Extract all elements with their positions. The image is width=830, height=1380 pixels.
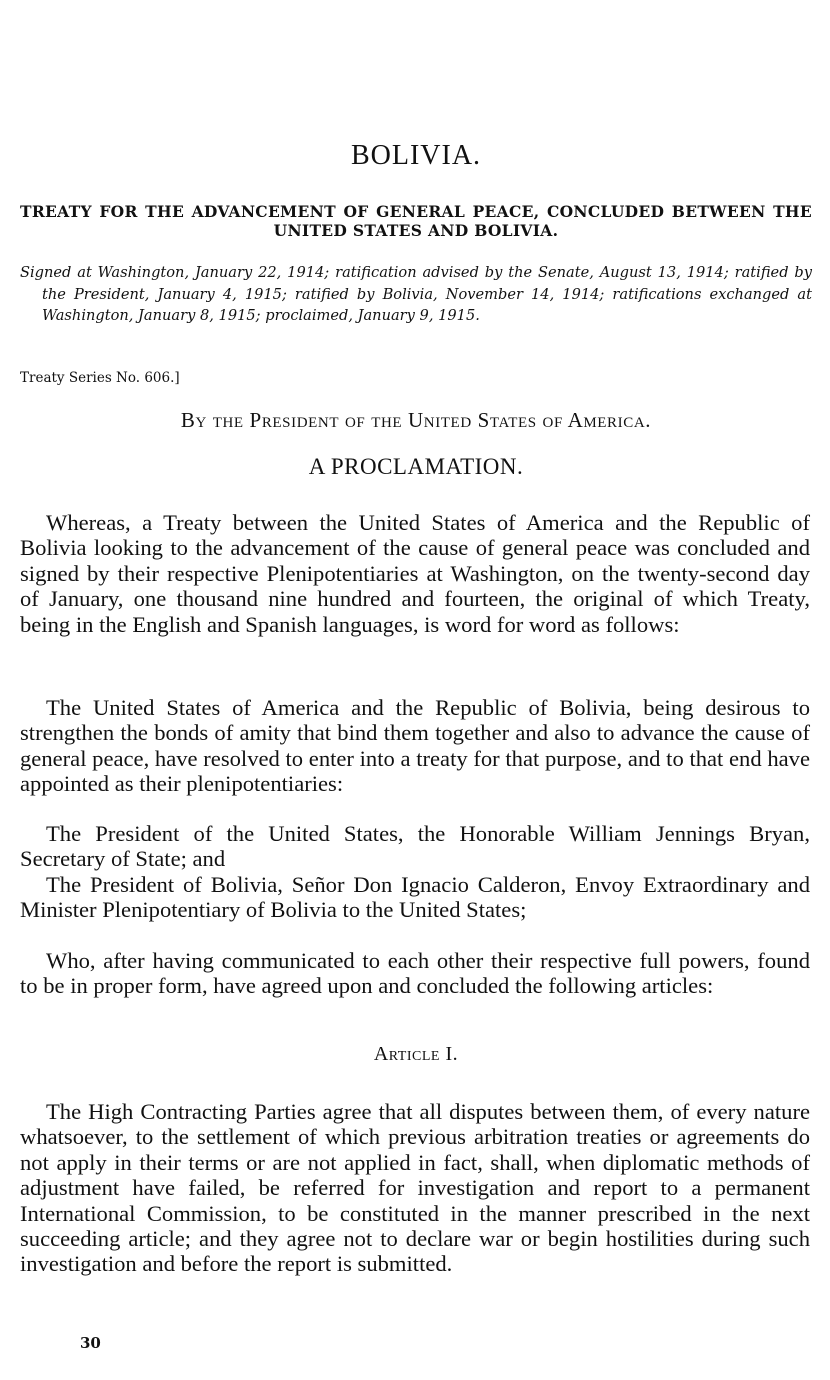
- president-line: By the President of the United States of America.: [180, 408, 652, 432]
- powers-paragraph: Who, after having communicated to each other their respective full powers, found to be in proper form, have agreed upon and concluded the following articles:: [20, 948, 810, 999]
- article-heading: Article I.: [373, 1043, 459, 1065]
- page-title: BOLIVIA.: [350, 140, 482, 171]
- article-paragraph: The High Contracting Parties agree that all disputes between them, of every nature whatsoever, to the settlement of which previous arbitration treaties or agreements do not apply in their terms or are not applied in fact, shall, when diplomatic methods of adjustment have failed, be referred for investigation and report to a permanent International Commission, to be constituted in the manner prescribed in the next succeeding article; and they agree not to declare war or begin hostilities during such investigation and before the report is submitted.: [20, 1099, 810, 1277]
- page-number: 30: [80, 1334, 101, 1352]
- treaty-series-number: Treaty Series No. 606.]: [20, 370, 180, 386]
- treaty-heading: TREATY FOR THE ADVANCEMENT OF GENERAL PEACE, CONCLUDED BETWEEN THE UNITED STATES AND BOLIVIA.: [20, 202, 812, 240]
- proclamation-heading: A PROCLAMATION.: [308, 454, 524, 479]
- signing-note: [20, 262, 812, 327]
- signing-note-text: Signed at Washington, January 22, 1914; ratification advised by the Senate, August 13, 1914; ratified by the President, January 4, 1915; ratified by Bolivia, November 14, 1914; ratifications exchanged at Washington, January 8, 1915; proclaimed, January 9, 1915.: [20, 264, 812, 324]
- whereas-paragraph: Whereas, a Treaty between the United States of America and the Republic of Bolivia looking to the advancement of the cause of general peace was concluded and signed by their respective Plenipotentiaries at Washington, on the twenty-second day of January, one thousand nine hundred and fourteen, the original of which Treaty, being in the English and Spanish languages, is word for word as follows:: [20, 510, 810, 637]
- document-page: [20, 0, 812, 1380]
- bolivia-plenipotentiary-paragraph: The President of Bolivia, Señor Don Ignacio Calderon, Envoy Extraordinary and Minister Plenipotentiary of Bolivia to the United States;: [20, 872, 810, 923]
- preamble-paragraph: The United States of America and the Republic of Bolivia, being desirous to strengthen the bonds of amity that bind them together and also to advance the cause of general peace, have resolved to enter into a treaty for that purpose, and to that end have appointed as their plenipotentiaries:: [20, 695, 810, 797]
- us-plenipotentiary-paragraph: The President of the United States, the Honorable William Jennings Bryan, Secretary of State; and: [20, 821, 810, 872]
